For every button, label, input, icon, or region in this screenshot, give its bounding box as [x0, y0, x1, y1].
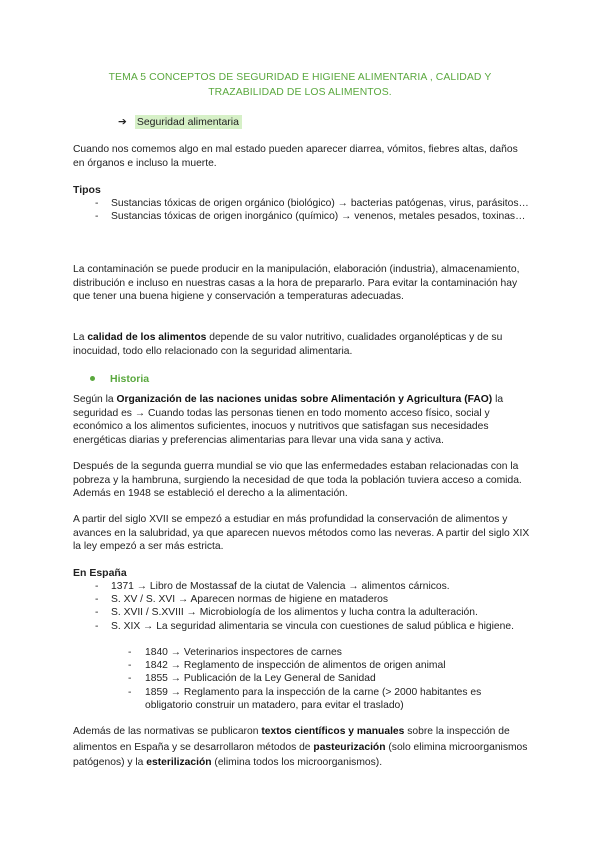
section-heading-seguridad [118, 116, 242, 128]
list-item: - 1371 → Libro de Mostassaf de la ciutat de Valencia → alimentos cárnicos. [95, 580, 531, 593]
espana-heading: En España [73, 567, 127, 579]
intro-paragraph: Cuando nos comemos algo en mal estado pueden aparecer diarrea, vómitos, fiebres altas, daños en órganos e incluso la muerte. [73, 144, 518, 169]
normativas-b2: pasteurización [313, 741, 386, 753]
sublist-item: - 1859 → Reglamento para la inspección de la carne (> 2000 habitantes es obligatorio construir un matadero, para evitar el traslado) [128, 686, 531, 712]
siglo-paragraph: A partir del siglo XVII se empezó a estudiar en más profundidad la conservación de alimentos y avances en la salubridad, ya que aparecen nuevos métodos como las neveras. A partir del siglo XIX la ley empezó a ser más estricta. [73, 514, 530, 552]
normativas-b1: textos científicos y manuales [261, 726, 405, 737]
calidad-bold: calidad de los alimentos [87, 332, 207, 343]
list-item: - S. XVII / S.XVIII → Microbiología de los alimentos y lucha contra la adulteración. [95, 606, 531, 619]
section-heading-label: Seguridad alimentaria [135, 115, 242, 129]
contaminacion-paragraph: La contaminación se puede producir en la manipulación, elaboración (industria), almacenamiento, distribución e incluso en nuestras casas a la hora de prepararlo. Para evitar la contaminación hay que tener una buena higiene y conservación a temperaturas adecuadas. [73, 264, 520, 302]
tipos-list [95, 197, 531, 223]
list-item: - S. XV / S. XVI → Aparecen normas de higiene en mataderos [95, 593, 531, 606]
fao-bold: Organización de las naciones unidas sobre Alimentación y Agricultura (FAO) [116, 394, 493, 405]
normativas-p2: sobre la inspección de alimentos en España y se desarrollaron métodos de [73, 726, 510, 753]
espana-sublist [128, 646, 531, 712]
arrow-icon: ➔ [118, 116, 127, 128]
list-item: - Sustancias tóxicas de origen inorgánico (químico) → venenos, metales pesados, toxinas… [95, 210, 531, 223]
page-title: TEMA 5 CONCEPTOS DE SEGURIDAD E HIGIENE ALIMENTARIA , CALIDAD Y TRAZABILIDAD DE LOS ALIMENTOS. [108, 72, 492, 98]
calidad-post: depende de su valor nutritivo, cualidades organolépticas y de su inocuidad, todo ello relacionado con la seguridad alimentaria. [73, 332, 503, 357]
historia-label: Historia [110, 373, 150, 385]
list-item: - S. XIX → La seguridad alimentaria se vincula con cuestiones de salud pública e higiene. [95, 620, 531, 633]
fao-post: la seguridad es → Cuando todas las personas tienen en todo momento acceso físico, social y económico a los alimentos suficientes, inocuos y nutritivos que satisfagan sus necesidades energéticas diarias y preferencias alimentarias para llevar una vida sana y activa. [73, 394, 504, 446]
calidad-paragraph [73, 331, 531, 358]
fao-paragraph [73, 393, 531, 447]
sublist-item: - 1842 → Reglamento de inspección de alimentos de origen animal [128, 659, 531, 672]
sublist-item: - 1840 → Veterinarios inspectores de carnes [128, 646, 531, 659]
fao-pre: Según la [73, 394, 117, 405]
sublist-item: - 1855 → Publicación de la Ley General de Sanidad [128, 672, 531, 685]
list-item: - Sustancias tóxicas de origen orgánico (biológico) → bacterias patógenas, virus, parásitos… [95, 197, 531, 210]
tipos-heading: Tipos [73, 184, 101, 196]
calidad-pre: La [73, 332, 88, 343]
espana-list [95, 580, 531, 633]
normativas-p1: Además de las normativas se publicaron [73, 726, 262, 737]
bullet-icon [90, 376, 95, 381]
guerra-paragraph: Después de la segunda guerra mundial se vio que las enfermedades estaban relacionadas con la pobreza y la hambruna, surgiendo la necesidad de que toda la población tuviera acceso a comida. Además en 1948 se estableció el derecho a la alimentación. [73, 461, 522, 499]
normativas-paragraph [73, 724, 531, 771]
normativas-b3: esterilización [146, 757, 212, 768]
historia-heading [90, 373, 149, 385]
normativas-p4: (elimina todos los microorganismos). [211, 757, 383, 768]
normativas-p3: (solo elimina microorganismos patógenos) y la [73, 741, 528, 768]
